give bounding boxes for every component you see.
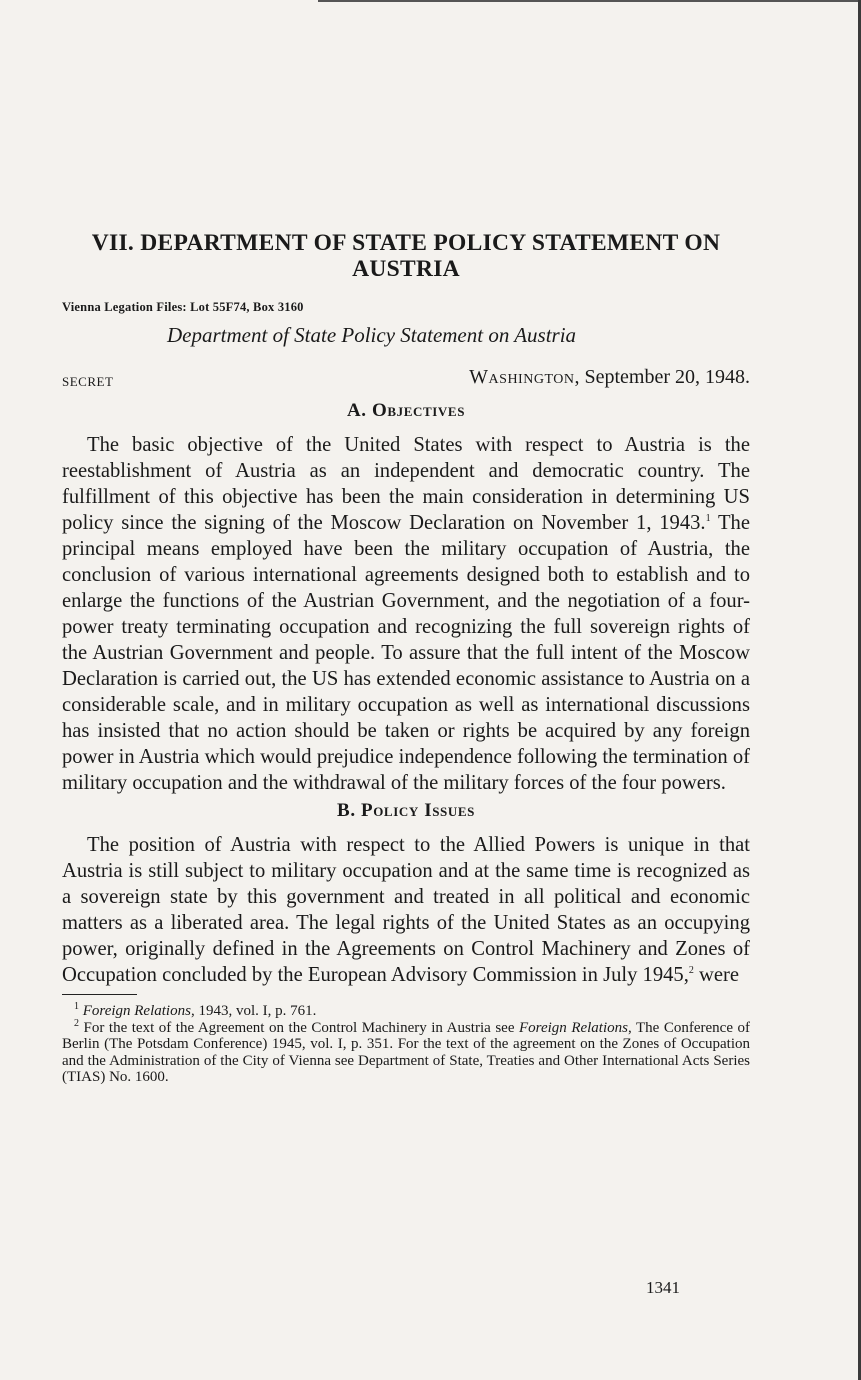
- paragraph-text: The position of Austria with respect to the Allied Powers is unique in that Austria is still subject to military occupation and at the same time is recognized as a sovereign state by this government and treated in all political and economic matters as a liberated area. The legal rights of the United States as an occupying power, originally defined in the Agreements on Control Machinery and Zones of Occupation concluded by the European Advisory Commission in July 1945,: [62, 834, 750, 986]
- paragraph-text: The basic objective of the United States with respect to Austria is the reestablishment of Austria as an independent and democratic country. The fulfillment of this objective has been the main consideration in determining US policy since the signing of the Moscow Declaration on November 1, 1943.: [62, 434, 750, 534]
- footnote-marker: 2: [74, 1017, 79, 1029]
- paragraph-objectives: [62, 432, 750, 796]
- footnote-divider: [62, 994, 137, 995]
- page-number: 1341: [646, 1278, 680, 1297]
- paragraph-text: were: [693, 964, 740, 986]
- footnotes: [62, 1003, 750, 1086]
- source-citation: Vienna Legation Files: Lot 55F74, Box 3160: [62, 300, 304, 314]
- classification-label: SECRET: [62, 374, 114, 389]
- footnote-1: [62, 1003, 750, 1020]
- date-line: [469, 366, 750, 389]
- footnote-reference: 2: [688, 965, 694, 977]
- footnote-text: , 1943, vol. I, p. 761.: [190, 1003, 317, 1019]
- place-name: Washington: [469, 366, 575, 388]
- paragraph-policy-issues: [62, 832, 750, 988]
- dateline: [62, 366, 750, 396]
- footnote-text: For the text of the Agreement on the Control Machinery in Austria see: [83, 1019, 520, 1036]
- footnote-italic: Foreign Relations: [519, 1019, 628, 1036]
- chapter-title: VII. DEPARTMENT OF STATE POLICY STATEMENT ON AUSTRIA: [91, 230, 721, 282]
- footnote-2: [62, 1017, 750, 1086]
- document-title: Department of State Policy Statement on Austria: [167, 323, 577, 347]
- footnote-reference: 1: [705, 513, 711, 525]
- footnote-italic: Foreign Relations: [82, 1003, 191, 1019]
- section-heading-policy-issues: B. Policy Issues: [337, 800, 475, 821]
- footnote-marker: 1: [74, 1001, 79, 1012]
- section-heading-objectives: A. Objectives: [346, 400, 466, 421]
- date-text: , September 20, 1948.: [574, 366, 750, 388]
- footnote-text: , The Conference of Berlin (The Potsdam Conference) 1945, vol. I, p. 351. For the text of the agreement on the Zones of Occupation and the Administration of the City of Vienna see Department of State, Treaties and Other International Acts Series (TIAS) No. 1600.: [62, 1019, 750, 1085]
- paragraph-text: The principal means employed have been the military occupation of Austria, the conclusion of various international agreements designed both to establish and to enlarge the functions of the Austrian Government, and the negotiation of a four-power treaty terminating occupation and recognizing the full sovereign rights of the Austrian Government and people. To assure that the full intent of the Moscow Declaration is carried out, the US has extended economic assistance to Austria on a considerable scale, and in military occupation as well as international discussions has insisted that no action should be taken or rights be acquired by any foreign power in Austria which would prejudice independence following the termination of military occupation and the withdrawal of the military forces of the four powers.: [62, 512, 750, 794]
- document-page: [62, 230, 750, 1086]
- top-edge-rule: [318, 0, 861, 2]
